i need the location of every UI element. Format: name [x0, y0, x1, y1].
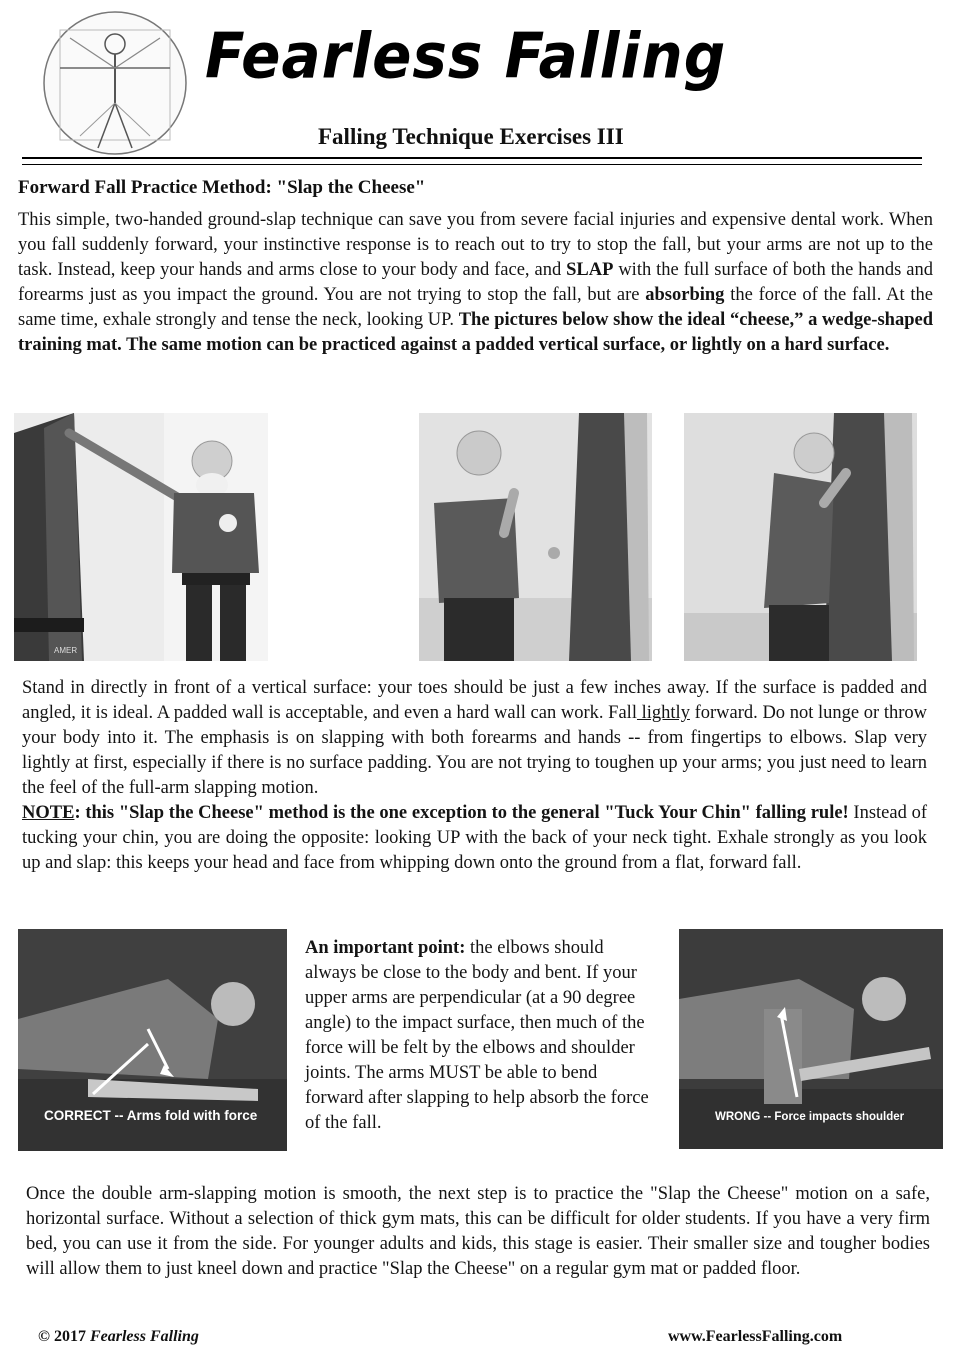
intro-text-3: the force of the fall. At the same time, exhale strongly and tense the neck, looking UP.	[18, 285, 933, 330]
note-label: NOTE	[22, 803, 75, 823]
stand-text-2: forward. Do not lunge or throw your body into it. The emphasis is on slapping with both forearms and hands -- from fingertips to elbows. Slap very lightly at first, especially if there is no surface padding. You are not trying to toughen up your arms; you just need to learn the feel of the full-arm slapping motion.	[22, 703, 928, 798]
closing-paragraph: Once the double arm-slapping motion is smooth, the next step is to practice the "Slap the Cheese" motion on a safe, horizontal surface. Without a selection of thick gym mats, this can be difficult for older students. If you have a very firm bed, you can use it from the side. For younger adults and kids, this stage is easier. Their smaller size and tougher bodies will allow them to just kneel down and practice "Slap the Cheese" on a regular gym mat or padded floor.	[26, 1184, 930, 1279]
stand-paragraph	[22, 676, 927, 876]
intro-paragraph	[18, 208, 933, 358]
page-subtitle: Falling Technique Exercises III	[318, 124, 624, 149]
note-bold: : this "Slap the Cheese" method is the one exception to the general "Tuck Your Chin" falling rule!	[74, 803, 849, 823]
stand-text-3: Instead of tucking your chin, you are doing the opposite: looking UP with the back of your neck tight. Exhale strongly as you look up and slap: this keeps your head and face from whipping down onto the ground from a flat, forward fall.	[22, 803, 927, 873]
photo-man-slapping-mat	[684, 413, 917, 661]
intro-text-2: with the full surface of both the hands and forearms just as you impact the ground. You are not trying to stop the fall, but are	[18, 260, 934, 305]
footer-copyright	[38, 1328, 199, 1346]
mat-logo-text: AMER	[54, 646, 78, 655]
photo-man-facing-mat	[419, 413, 652, 661]
footer-url-link[interactable]: www.FearlessFalling.com	[668, 1328, 843, 1345]
footer-brand: Fearless Falling	[89, 1328, 199, 1345]
important-point-paragraph	[305, 936, 657, 1136]
vitruvian-figure-icon	[40, 8, 190, 158]
copyright-text: © 2017	[38, 1328, 90, 1345]
header-rule-thin	[22, 164, 922, 165]
photo-man-beside-mat	[14, 413, 268, 661]
vitruvian-logo	[40, 8, 190, 158]
section-title: Forward Fall Practice Method: "Slap the Cheese"	[18, 177, 426, 198]
wrong-caption: WRONG -- Force impacts shoulder	[715, 1111, 905, 1123]
header-rule	[22, 157, 922, 159]
stand-text-1: Stand in directly in front of a vertical surface: your toes should be just a few inches away. If the surface is padded and angled, it is ideal. A padded wall is acceptable, and even a hard wall can work. Fall	[22, 678, 927, 723]
intro-absorbing: absorbing	[645, 285, 725, 305]
brand-title: Fearless Falling	[205, 19, 727, 93]
important-point-text: the elbows should always be close to the body and bent. If your upper arms are perpendicular (at a 90 degree angle) to the impact surface, then much of the force will be felt by the elbows and shoulder joints. The arms MUST be able to bend forward after slapping to help absorb the force of the fall.	[305, 938, 649, 1133]
stand-lightly: lightly	[636, 703, 690, 723]
important-point-label: An important point:	[305, 938, 466, 958]
correct-caption: CORRECT -- Arms fold with force	[44, 1108, 258, 1123]
intro-text-1: This simple, two-handed ground-slap technique can save you from severe facial injuries and expensive dental work. When you fall suddenly forward, your instinctive response is to reach out to try to stop the fall, but your arms are not up to the task. Instead, keep your hands and arms close to your body and face, and	[18, 210, 933, 280]
intro-bold-end: The pictures below show the ideal “cheese,” a wedge-shaped training mat. The same motion can be practiced against a padded vertical surface, or lightly on a hard surface.	[18, 310, 933, 355]
intro-slap: SLAP	[566, 260, 614, 280]
